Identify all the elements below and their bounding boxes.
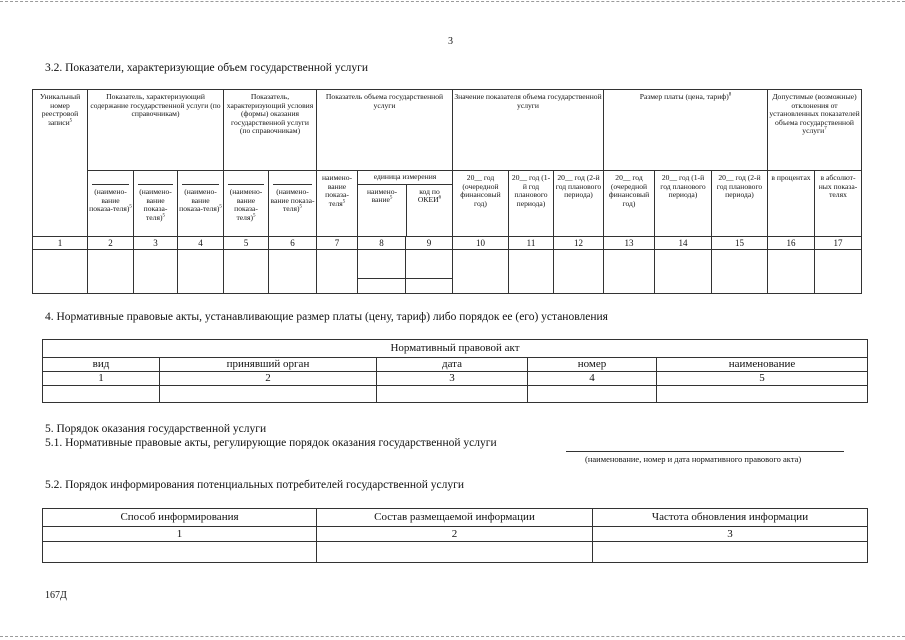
section-5-1-note: (наименование, номер и дата нормативного правового акта) xyxy=(585,454,802,464)
section-3-2-title: 3.2. Показатели, характеризующие объем государственной услуги xyxy=(45,62,369,74)
column-number: 17 xyxy=(815,236,862,249)
col-number: номер xyxy=(528,358,657,372)
form-code: 167Д xyxy=(45,590,67,601)
content-indicator-3: (наимено-вание показа-теля)$^5$ xyxy=(178,171,224,237)
content-indicator-1: (наимено-вание показа-теля)$^5$ xyxy=(88,171,134,237)
column-number: 15 xyxy=(712,236,768,249)
deviation-percent: в процентах xyxy=(768,171,815,237)
col-name: наименование xyxy=(657,358,868,372)
payment-acts-table xyxy=(42,339,868,403)
column-number: 1 xyxy=(43,527,317,542)
table-row xyxy=(43,386,868,403)
section-4-title: 4. Нормативные правовые акты, устанавливающие размер платы (цену, тариф) либо порядок ее (его) установления xyxy=(45,311,608,323)
unit-name: наимено-вание$^5$ xyxy=(358,185,407,236)
section-5-2-text: 5.2. Порядок информирования потенциальных потребителей государственной услуги xyxy=(45,479,465,491)
value-year-current: 20__ год (очередной финансовый год) xyxy=(453,171,509,237)
header-unique-number: Уникальный номер реестровой записи$^5$ xyxy=(33,90,88,237)
column-number: 3 xyxy=(134,236,178,249)
column-number: 9 xyxy=(406,236,453,249)
unit-header: единица измерения xyxy=(358,171,452,185)
column-number: 8 xyxy=(358,236,406,249)
value-year-plan1: 20__ год (1-й год планового периода) xyxy=(509,171,554,237)
header-deviations: Допустимые (возможные) отклонения от установленных показателей объема государственной услуги$^7$ xyxy=(768,90,862,171)
conditions-indicator-1: (наимено-вание показа-теля)$^5$ xyxy=(224,171,269,237)
page-edge-top xyxy=(0,1,905,2)
table-row xyxy=(33,249,862,278)
page-edge-bottom xyxy=(0,636,905,637)
column-number: 4 xyxy=(528,372,657,386)
header-conditions-indicator: Показатель, характеризующий условия (формы) оказания государственной услуги (по справочникам) xyxy=(224,90,317,171)
col-date: дата xyxy=(377,358,528,372)
col-authority: принявший орган xyxy=(160,358,377,372)
header-volume-value: Значение показателя объема государственной услуги xyxy=(453,90,604,171)
header-payment: Размер платы (цена, тариф)$^8$ xyxy=(604,90,768,171)
content-indicator-2: (наимено-вание показа-теля)$^5$ xyxy=(134,171,178,237)
column-number: 10 xyxy=(453,236,509,249)
act-fill-line xyxy=(566,451,844,452)
column-number: 7 xyxy=(317,236,358,249)
column-number: 14 xyxy=(655,236,712,249)
normative-act-title: Нормативный правовой акт xyxy=(43,340,868,358)
volume-indicator-name: наимено-вание показа-теля$^5$ xyxy=(317,171,358,237)
unit-group xyxy=(358,171,453,237)
section-5-1-text: 5.1. Нормативные правовые акты, регулирующие порядок оказания государственной услуги xyxy=(45,437,497,449)
col-information-content: Состав размещаемой информации xyxy=(317,509,593,527)
payment-year-plan1: 20__ год (1-й год планового периода) xyxy=(655,171,712,237)
table-row xyxy=(43,542,868,563)
value-year-plan2: 20__ год (2-й год планового периода) xyxy=(554,171,604,237)
column-number: 16 xyxy=(768,236,815,249)
column-number: 12 xyxy=(554,236,604,249)
payment-year-plan2: 20__ год (2-й год планового периода) xyxy=(712,171,768,237)
column-number: 4 xyxy=(178,236,224,249)
unit-okei: код по ОКЕИ$^6$ xyxy=(417,186,442,205)
column-number: 5 xyxy=(224,236,269,249)
volume-indicators-table xyxy=(32,89,862,294)
column-number: 11 xyxy=(509,236,554,249)
column-number: 3 xyxy=(593,527,868,542)
page-number: 3 xyxy=(448,36,453,47)
column-number: 2 xyxy=(88,236,134,249)
payment-year-current: 20__ год (очередной финансовый год) xyxy=(604,171,655,237)
header-content-indicator: Показатель, характеризующий содержание государственной услуги (по справочникам) xyxy=(88,90,224,171)
col-type: вид xyxy=(43,358,160,372)
column-number: 6 xyxy=(269,236,317,249)
column-number: 2 xyxy=(160,372,377,386)
column-number: 3 xyxy=(377,372,528,386)
section-5-title: 5. Порядок оказания государственной услуги xyxy=(45,423,267,435)
col-update-frequency: Частота обновления информации xyxy=(593,509,868,527)
column-number: 1 xyxy=(33,236,88,249)
conditions-indicator-2: (наимено-вание показа-теля)$^5$ xyxy=(269,171,317,237)
column-number: 1 xyxy=(43,372,160,386)
column-number: 5 xyxy=(657,372,868,386)
column-number: 2 xyxy=(317,527,593,542)
column-number: 13 xyxy=(604,236,655,249)
deviation-absolute: в абсолют-ных показа-телях xyxy=(815,171,862,237)
header-volume-indicator: Показатель объема государственной услуги xyxy=(317,90,453,171)
informing-table xyxy=(42,508,868,563)
col-informing-method: Способ информирования xyxy=(43,509,317,527)
